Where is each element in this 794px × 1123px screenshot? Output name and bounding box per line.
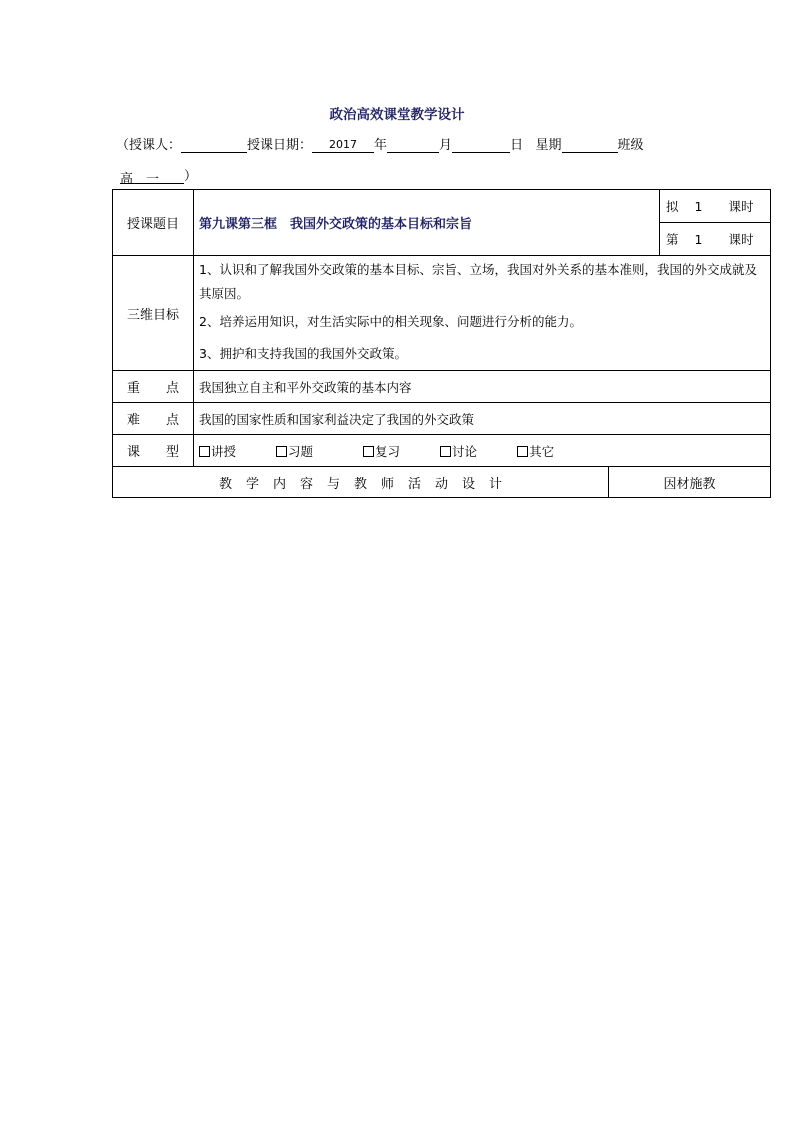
weekday-label: 星期 bbox=[535, 138, 562, 153]
year-value: 2017 bbox=[329, 138, 358, 151]
topic-label: 授课题目 bbox=[113, 190, 194, 256]
class-label: 班级 bbox=[617, 138, 644, 153]
weekday-field[interactable] bbox=[562, 137, 618, 153]
goals-row bbox=[113, 256, 771, 371]
content-header-row bbox=[113, 467, 771, 498]
month-unit: 月 bbox=[439, 138, 453, 153]
lesson-type-label: 课 型 bbox=[113, 435, 194, 467]
type-option-discussion[interactable]: 讨论 bbox=[440, 444, 477, 459]
type-option-other[interactable]: 其它 bbox=[517, 444, 554, 459]
actual-value: 1 bbox=[694, 232, 703, 247]
checkbox-icon[interactable] bbox=[440, 446, 451, 457]
actual-unit: 课时 bbox=[728, 232, 754, 247]
checkbox-icon[interactable] bbox=[363, 446, 374, 457]
planned-hours bbox=[660, 190, 771, 223]
planned-value: 1 bbox=[694, 199, 703, 214]
key-point-row bbox=[113, 371, 771, 403]
date-label: 授课日期： bbox=[247, 138, 313, 153]
class-field[interactable] bbox=[120, 168, 184, 187]
teacher-label: （授课人： bbox=[116, 138, 182, 153]
goal-item: 2、培养运用知识，对生活实际中的相关现象、问题进行分析的能力。 bbox=[199, 314, 582, 329]
year-field[interactable] bbox=[312, 137, 374, 153]
page-title: 政治高效课堂教学设计 bbox=[329, 107, 465, 123]
lesson-type-row bbox=[113, 435, 771, 467]
type-option-review[interactable]: 复习 bbox=[363, 444, 400, 459]
checkbox-icon[interactable] bbox=[276, 446, 287, 457]
type-option-lecture[interactable]: 讲授 bbox=[199, 444, 236, 459]
day-field[interactable] bbox=[452, 137, 510, 153]
actual-label: 第 bbox=[666, 232, 679, 247]
topic-value: 第九课第三框 我国外交政策的基本目标和宗旨 bbox=[194, 190, 660, 256]
planned-label: 拟 bbox=[666, 199, 679, 214]
content-header: 教学内容与教师活动设计 bbox=[113, 467, 609, 498]
topic-row bbox=[113, 190, 771, 223]
planned-unit: 课时 bbox=[728, 199, 754, 214]
goals-label: 三维目标 bbox=[113, 256, 194, 371]
header-class-line bbox=[120, 165, 198, 187]
difficulty-label: 难 点 bbox=[113, 403, 194, 435]
type-option-exercise[interactable]: 习题 bbox=[276, 444, 313, 459]
checkbox-icon[interactable] bbox=[517, 446, 528, 457]
adapt-header: 因材施教 bbox=[609, 467, 771, 498]
class-value: 高 一 bbox=[120, 172, 160, 187]
key-point-label: 重 点 bbox=[113, 371, 194, 403]
goal-item: 3、拥护和支持我国的我国外交政策。 bbox=[199, 346, 407, 361]
checkbox-icon[interactable] bbox=[199, 446, 210, 457]
goal-item: 1、认识和了解我国外交政策的基本目标、宗旨、立场，我国对外关系的基本准则，我国的外交成就及其原因。 bbox=[199, 262, 757, 301]
month-field[interactable] bbox=[387, 137, 439, 153]
difficulty-row bbox=[113, 403, 771, 435]
key-point-value: 我国独立自主和平外交政策的基本内容 bbox=[194, 371, 771, 403]
close-paren: ） bbox=[184, 169, 198, 184]
difficulty-value: 我国的国家性质和国家利益决定了我国的外交政策 bbox=[194, 403, 771, 435]
lesson-type-options bbox=[194, 435, 771, 467]
header-info-line bbox=[116, 134, 644, 153]
lesson-plan-table bbox=[112, 189, 771, 498]
actual-hours bbox=[660, 223, 771, 256]
goals-content bbox=[194, 256, 771, 371]
teacher-field[interactable] bbox=[181, 137, 247, 153]
year-unit: 年 bbox=[374, 138, 388, 153]
day-unit: 日 bbox=[510, 138, 524, 153]
